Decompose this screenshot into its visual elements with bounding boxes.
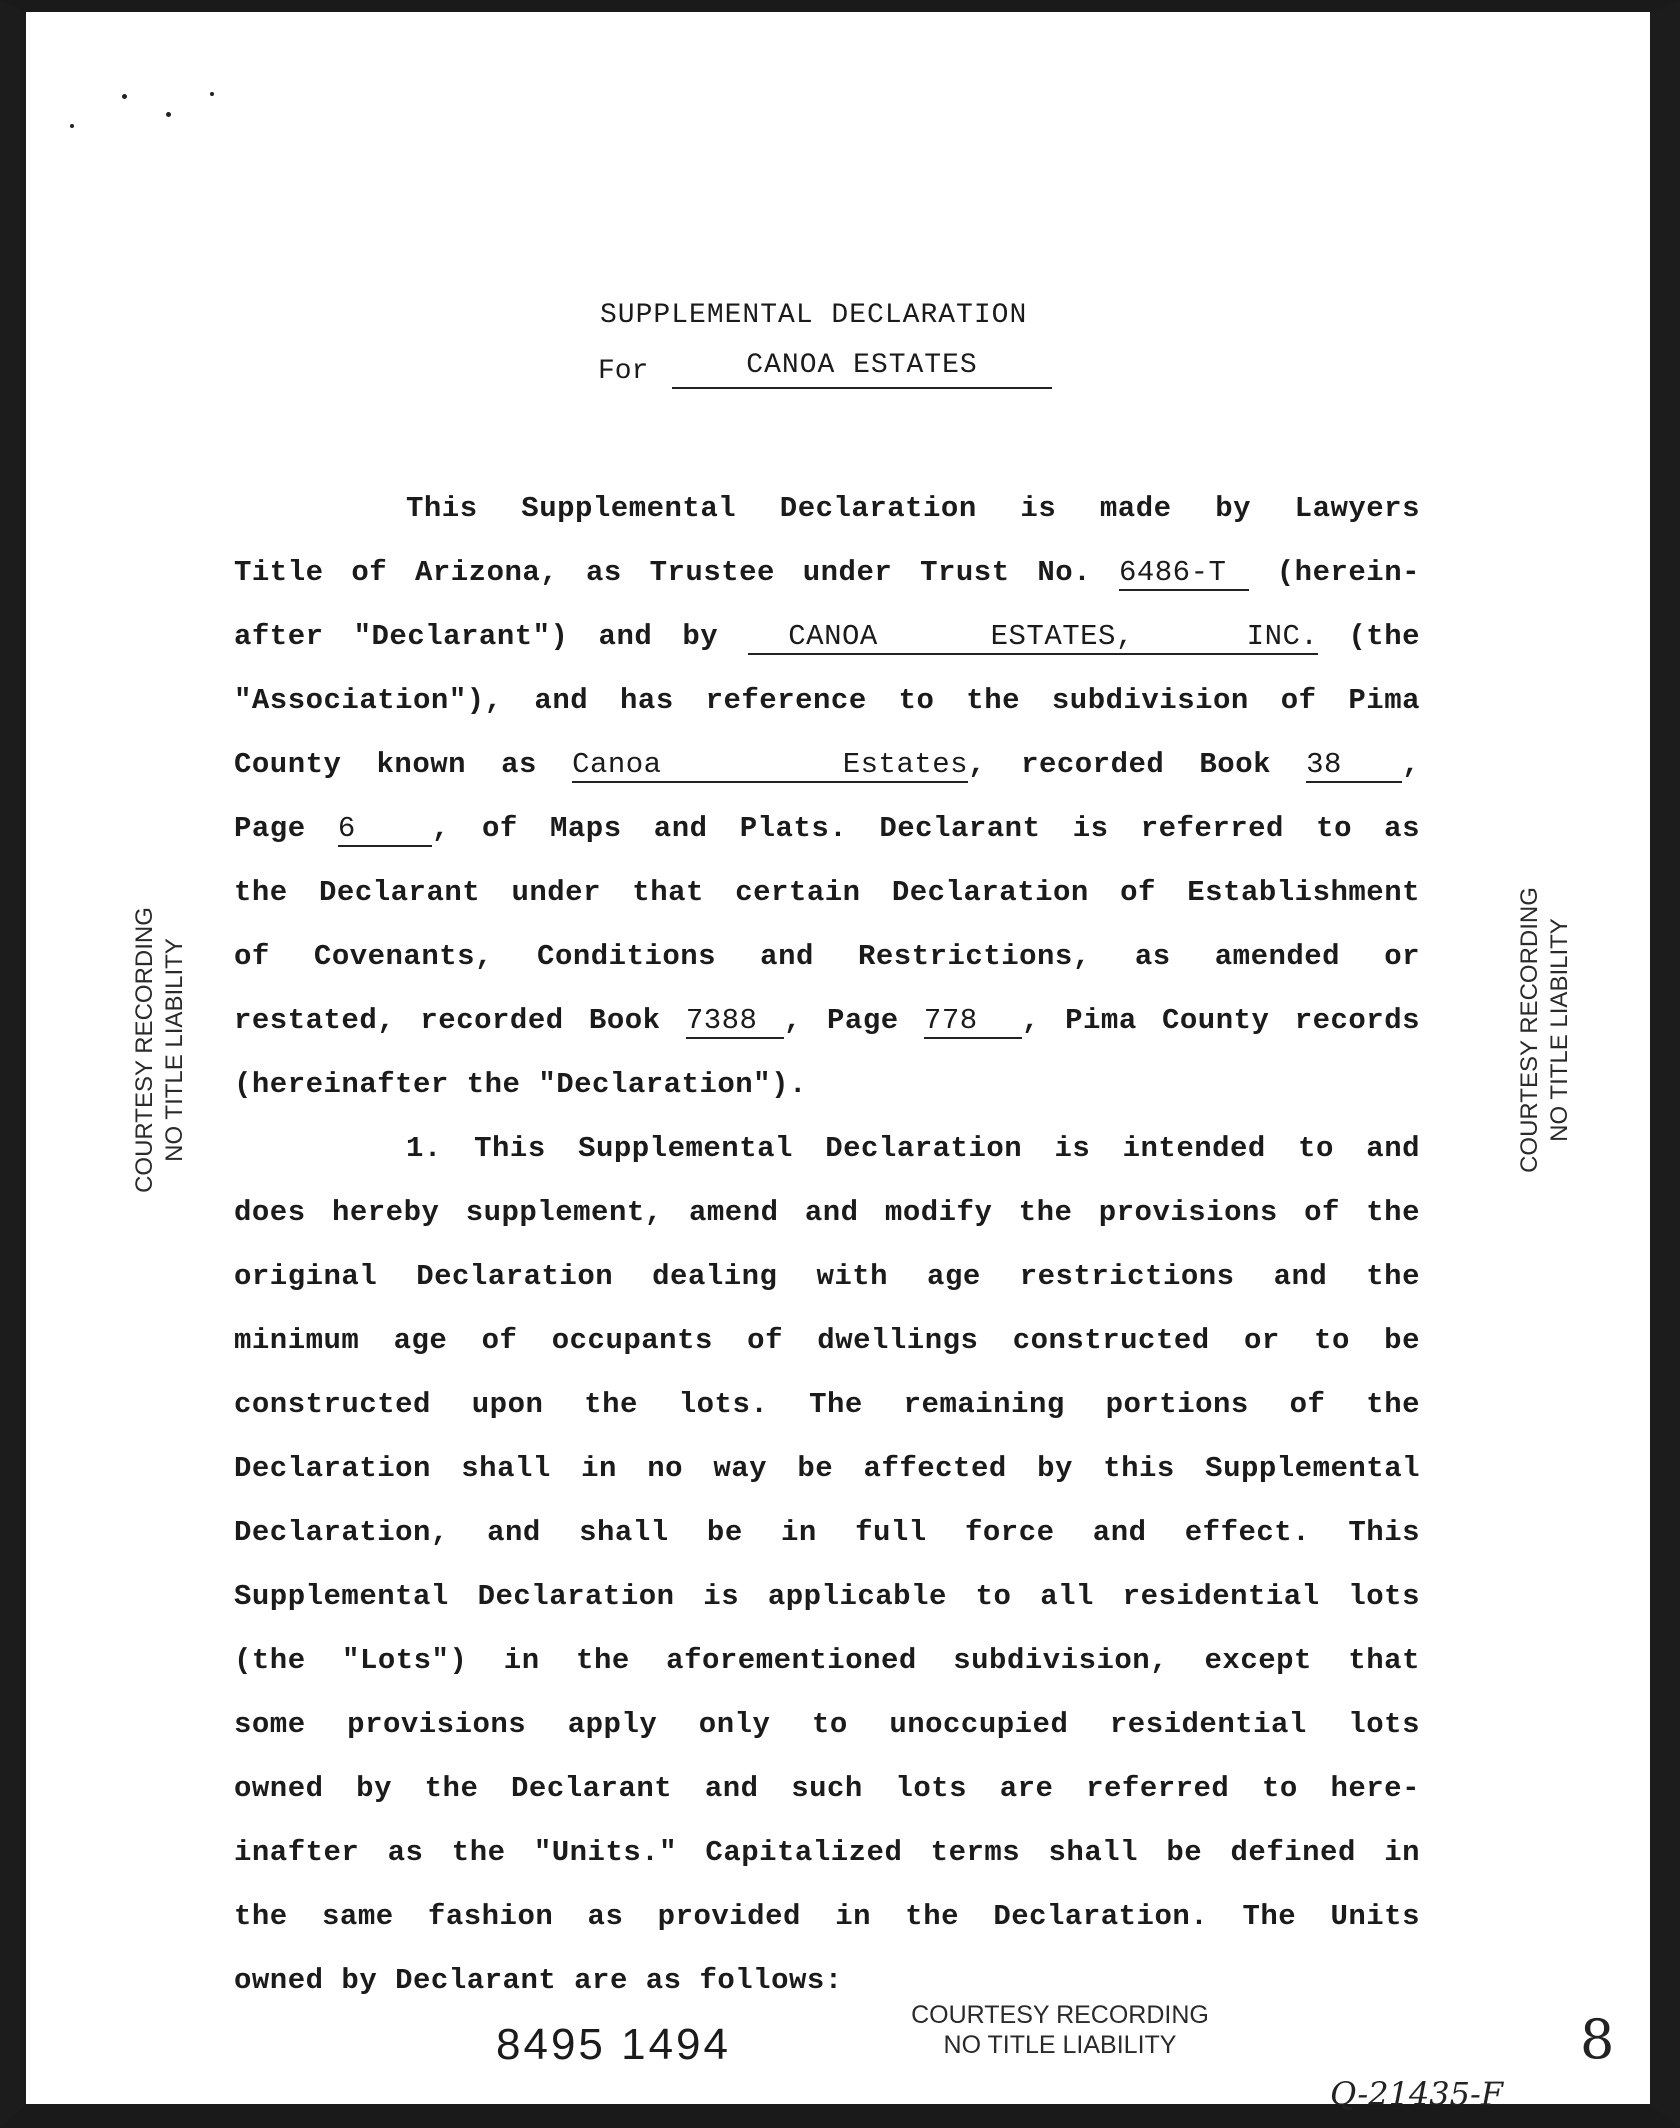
text-line	[234, 748, 1420, 783]
stamp-line: COURTESY RECORDING	[131, 907, 158, 1193]
text-span: restated, recorded Book	[234, 1004, 661, 1037]
handwritten-code: Q-21435-F	[1330, 2075, 1504, 2113]
subdivision-field: Canoa Estates	[572, 748, 969, 781]
text-line: inafter as the "Units." Capitalized terms shall be defined in	[234, 1836, 1420, 1869]
record-book-field: 7388	[686, 1004, 784, 1039]
plat-page-field: 6	[338, 812, 432, 847]
text-line: the same fashion as provided in the Declaration. The Units	[234, 1900, 1420, 1933]
text-line: some provisions apply only to unoccupied residential lots	[234, 1708, 1420, 1741]
association-name-field: CANOA ESTATES, INC.	[748, 620, 1318, 655]
recording-book-page-number: 8495 1494	[496, 2020, 731, 2069]
record-page-field: 778	[924, 1004, 1022, 1039]
text-line	[234, 620, 1420, 655]
plat-book-field: 38	[1306, 748, 1402, 783]
text-line: Declaration shall in no way be affected by this Supplemental	[234, 1452, 1420, 1485]
text-line	[234, 556, 1420, 591]
text-line: constructed upon the lots. The remaining portions of the	[234, 1388, 1420, 1421]
stamp-line: NO TITLE LIABILITY	[943, 2031, 1177, 2059]
text-span: (herein-	[1276, 556, 1421, 589]
text-line: owned by the Declarant and such lots are referred to here-	[234, 1772, 1420, 1805]
text-span: Title of Arizona, as Trustee under Trust No.	[234, 556, 1092, 589]
text-line	[234, 1004, 1420, 1039]
text-line: of Covenants, Conditions and Restrictions, as amended or	[234, 940, 1420, 973]
document-title: SUPPLEMENTAL DECLARATION	[600, 300, 1028, 331]
text-span: Page	[234, 812, 306, 845]
text-line: the Declarant under that certain Declaration of Establishment	[234, 876, 1420, 909]
trust-number-field: 6486-T	[1119, 556, 1249, 591]
handwritten-page-number: 8	[1580, 2008, 1615, 2071]
text-line: Declaration, and shall be in full force and effect. This	[234, 1516, 1420, 1549]
text-span: after "Declarant") and by	[234, 620, 719, 653]
text-line: owned by Declarant are as follows:	[234, 1964, 843, 1997]
stamp-line: NO TITLE LIABILITY	[161, 938, 188, 1162]
text-span: , Pima County records	[1021, 1004, 1421, 1037]
stamp-line: COURTESY RECORDING	[1516, 887, 1543, 1173]
text-line: (hereinafter the "Declaration").	[234, 1068, 807, 1101]
text-line	[234, 812, 1420, 847]
stamp-line: NO TITLE LIABILITY	[1546, 918, 1573, 1142]
text-span: (the	[1348, 620, 1421, 653]
text-span: , of Maps and Plats. Declarant is referred to as	[431, 812, 1420, 845]
courtesy-recording-stamp-bottom	[895, 2000, 1225, 2060]
text-line: Supplemental Declaration is applicable to all residential lots	[234, 1580, 1420, 1613]
courtesy-recording-stamp-left	[130, 900, 190, 1200]
text-span: County known as	[234, 748, 537, 781]
text-line: minimum age of occupants of dwellings constructed or to be	[234, 1324, 1420, 1357]
for-label: For	[598, 356, 649, 387]
subdivision-name-field: CANOA ESTATES	[672, 350, 1052, 389]
text-line: "Association"), and has reference to the subdivision of Pima	[234, 684, 1420, 717]
text-span: , Page	[783, 1004, 899, 1037]
stamp-line: COURTESY RECORDING	[911, 2001, 1209, 2029]
text-line: 1. This Supplemental Declaration is intended to and	[406, 1132, 1420, 1165]
text-line: does hereby supplement, amend and modify the provisions of the	[234, 1196, 1420, 1229]
text-span: ,	[1402, 748, 1421, 781]
text-line: original Declaration dealing with age restrictions and the	[234, 1260, 1420, 1293]
courtesy-recording-stamp-right	[1515, 880, 1575, 1180]
text-line: (the "Lots") in the aforementioned subdivision, except that	[234, 1644, 1420, 1677]
text-line: This Supplemental Declaration is made by Lawyers	[406, 492, 1420, 525]
text-span: , recorded Book	[968, 748, 1272, 781]
